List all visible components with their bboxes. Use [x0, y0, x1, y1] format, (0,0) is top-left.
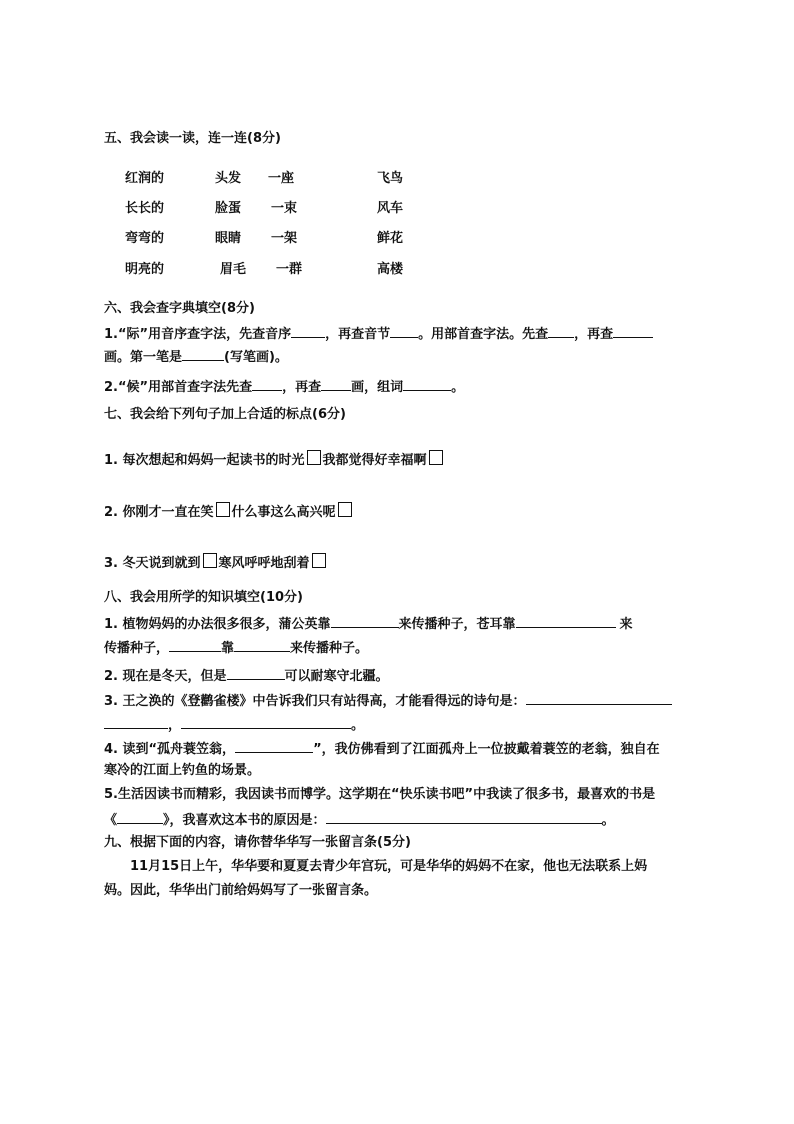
- question-6-2: 2.“候”用部首查字法先查 ，再查 画，组词 。: [104, 377, 464, 397]
- match-noun: 眼睛: [215, 231, 242, 246]
- question-8-4-line-1: 4. 读到“孤舟蓑笠翁， ”，我仿佛看到了江面孤舟上一位披戴着蓑笠的老翁，独自在: [104, 739, 660, 759]
- match-measure: 一架: [271, 231, 298, 246]
- match-noun: 脸蛋: [215, 201, 242, 216]
- answer-blank[interactable]: [548, 324, 574, 338]
- answer-blank[interactable]: [613, 324, 653, 338]
- question-8-1-line-1: 1. 植物妈妈的办法很多很多，蒲公英靠 来传播种子，苍耳靠 来: [104, 614, 633, 634]
- question-8-3-line-1: 3. 王之涣的《登鹳雀楼》中告诉我们只有站得高，才能看得远的诗句是：: [104, 691, 672, 711]
- match-adjective: 红润的: [125, 171, 165, 186]
- answer-blank[interactable]: [291, 324, 325, 338]
- section-5-heading: 五、我会读一读，连一连(8分): [104, 131, 281, 146]
- section-9-paragraph-line-1: 11月15日上午，华华要和夏夏去青少年宫玩，可是华华的妈妈不在家，他也无法联系上妈: [130, 859, 648, 874]
- question-6-1-line-2: 画。第一笔是 (写笔画)。: [104, 347, 288, 367]
- question-7-1: 1. 每次想起和妈妈一起读书的时光 我都觉得好幸福啊: [104, 450, 445, 470]
- match-object: 风车: [377, 201, 404, 216]
- answer-blank[interactable]: [182, 347, 224, 361]
- match-noun: 头发: [215, 171, 242, 186]
- punctuation-box[interactable]: [338, 502, 352, 517]
- match-object: 鲜花: [377, 231, 404, 246]
- answer-blank[interactable]: [252, 377, 282, 391]
- section-7-heading: 七、我会给下列句子加上合适的标点(6分): [104, 407, 346, 422]
- answer-blank[interactable]: [403, 377, 451, 391]
- answer-blank[interactable]: [390, 324, 418, 338]
- punctuation-box[interactable]: [307, 450, 321, 465]
- punctuation-box[interactable]: [216, 502, 230, 517]
- answer-blank[interactable]: [234, 638, 290, 652]
- section-8-heading: 八、我会用所学的知识填空(10分): [104, 590, 303, 605]
- match-object: 高楼: [377, 262, 404, 277]
- match-adjective: 弯弯的: [125, 231, 165, 246]
- answer-blank[interactable]: [526, 691, 672, 705]
- question-8-2: 2. 现在是冬天，但是 可以耐寒守北疆。: [104, 666, 389, 686]
- match-adjective: 明亮的: [125, 262, 165, 277]
- answer-blank[interactable]: [326, 810, 602, 824]
- answer-blank[interactable]: [169, 638, 221, 652]
- answer-blank[interactable]: [516, 614, 616, 628]
- match-measure: 一座: [268, 171, 295, 186]
- punctuation-box[interactable]: [429, 450, 443, 465]
- question-8-1-line-2: 传播种子， 靠 来传播种子。: [104, 638, 368, 658]
- match-noun: 眉毛: [220, 262, 247, 277]
- punctuation-box[interactable]: [203, 553, 217, 568]
- question-7-2: 2. 你刚才一直在笑 什么事这么高兴呢: [104, 502, 354, 522]
- answer-blank[interactable]: [104, 715, 168, 729]
- match-measure: 一束: [271, 201, 298, 216]
- answer-blank[interactable]: [117, 810, 163, 824]
- answer-blank[interactable]: [227, 666, 285, 680]
- answer-blank[interactable]: [235, 739, 313, 753]
- question-8-3-line-2: ， 。: [104, 715, 364, 735]
- section-9-heading: 九、根据下面的内容，请你替华华写一张留言条(5分): [104, 835, 411, 850]
- question-7-3: 3. 冬天说到就到 寒风呼呼地刮着: [104, 553, 328, 573]
- answer-blank[interactable]: [181, 715, 351, 729]
- question-8-5-line-2: 《 》，我喜欢这本书的原因是： 。: [104, 810, 615, 830]
- match-adjective: 长长的: [125, 201, 165, 216]
- answer-blank[interactable]: [321, 377, 351, 391]
- section-6-heading: 六、我会查字典填空(8分): [104, 301, 255, 316]
- answer-blank[interactable]: [331, 614, 399, 628]
- question-6-1-line-1: 1.“际”用音序查字法，先查音序 ，再查音节 。用部首查字法。先查 ，再查: [104, 324, 653, 344]
- punctuation-box[interactable]: [312, 553, 326, 568]
- section-9-paragraph-line-2: 妈。因此，华华出门前给妈妈写了一张留言条。: [104, 883, 378, 898]
- match-measure: 一群: [276, 262, 303, 277]
- match-object: 飞鸟: [377, 171, 404, 186]
- question-8-4-line-2: 寒冷的江面上钓鱼的场景。: [104, 763, 261, 778]
- question-8-5-line-1: 5.生活因读书而精彩，我因读书而博学。这学期在“快乐读书吧”中我读了很多书，最喜欢的书是: [104, 787, 656, 802]
